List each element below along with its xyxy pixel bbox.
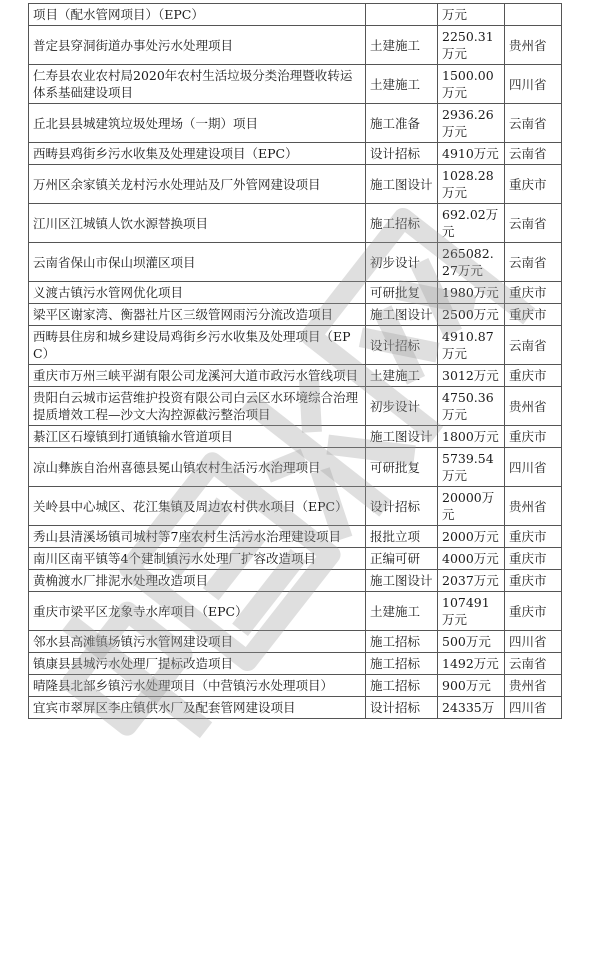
table-row [29, 26, 562, 65]
region-cell: 重庆市 [505, 526, 562, 548]
table-row [29, 675, 562, 697]
amount-cell: 107491万元 [438, 592, 505, 631]
project-name-cell: 丘北县县城建筑垃圾处理场（一期）项目 [29, 104, 366, 143]
amount-cell: 1492万元 [438, 653, 505, 675]
table-row [29, 104, 562, 143]
project-name-cell: 南川区南平镇等4个建制镇污水处理厂扩容改造项目 [29, 548, 366, 570]
table-row [29, 204, 562, 243]
region-cell: 云南省 [505, 243, 562, 282]
stage-cell [366, 4, 438, 26]
project-name-cell: 关岭县中心城区、花江集镇及周边农村供水项目（EPC） [29, 487, 366, 526]
project-name-cell: 重庆市万州三峡平湖有限公司龙溪河大道市政污水管线项目 [29, 365, 366, 387]
amount-cell: 4750.36万元 [438, 387, 505, 426]
region-cell: 贵州省 [505, 487, 562, 526]
project-name-cell: 邻水县高滩镇场镇污水管网建设项目 [29, 631, 366, 653]
project-name-cell: 万州区余家镇关龙村污水处理站及厂外管网建设项目 [29, 165, 366, 204]
region-cell: 贵州省 [505, 675, 562, 697]
amount-cell: 2500万元 [438, 304, 505, 326]
project-name-cell: 重庆市梁平区龙象寺水库项目（EPC） [29, 592, 366, 631]
project-name-cell: 綦江区石壕镇到打通镇输水管道项目 [29, 426, 366, 448]
stage-cell: 设计招标 [366, 143, 438, 165]
amount-cell: 2037万元 [438, 570, 505, 592]
region-cell: 四川省 [505, 697, 562, 719]
table-row [29, 165, 562, 204]
amount-cell: 24335万 [438, 697, 505, 719]
project-table [28, 3, 562, 719]
table-row [29, 697, 562, 719]
project-name-cell: 黄桷渡水厂排泥水处理改造项目 [29, 570, 366, 592]
project-name-cell: 项目（配水管网项目）（EPC） [29, 4, 366, 26]
project-name-cell: 梁平区谢家湾、衡器社片区三级管网雨污分流改造项目 [29, 304, 366, 326]
table-row [29, 592, 562, 631]
amount-cell: 4910.87万元 [438, 326, 505, 365]
project-name-cell: 云南省保山市保山坝灌区项目 [29, 243, 366, 282]
amount-cell: 2250.31万元 [438, 26, 505, 65]
table-row [29, 143, 562, 165]
stage-cell: 正编可研 [366, 548, 438, 570]
table-row [29, 653, 562, 675]
amount-cell: 4910万元 [438, 143, 505, 165]
amount-cell: 3012万元 [438, 365, 505, 387]
stage-cell: 报批立项 [366, 526, 438, 548]
table-row [29, 548, 562, 570]
stage-cell: 施工准备 [366, 104, 438, 143]
region-cell: 四川省 [505, 631, 562, 653]
table-row [29, 65, 562, 104]
stage-cell: 施工招标 [366, 204, 438, 243]
table-row [29, 387, 562, 426]
project-name-cell: 贵阳白云城市运营维护投资有限公司白云区水环境综合治理提质增效工程—沙文大沟控源截污整治项目 [29, 387, 366, 426]
region-cell: 云南省 [505, 143, 562, 165]
region-cell: 贵州省 [505, 26, 562, 65]
project-name-cell: 凉山彝族自治州喜德县冕山镇农村生活污水治理项目 [29, 448, 366, 487]
table-row [29, 631, 562, 653]
project-name-cell: 义渡古镇污水管网优化项目 [29, 282, 366, 304]
amount-cell: 900万元 [438, 675, 505, 697]
project-name-cell: 镇康县县城污水处理厂提标改造项目 [29, 653, 366, 675]
region-cell: 重庆市 [505, 282, 562, 304]
table-row [29, 487, 562, 526]
table-row [29, 243, 562, 282]
stage-cell: 施工图设计 [366, 426, 438, 448]
amount-cell: 1980万元 [438, 282, 505, 304]
region-cell: 重庆市 [505, 426, 562, 448]
amount-cell: 1800万元 [438, 426, 505, 448]
region-cell: 重庆市 [505, 304, 562, 326]
project-name-cell: 晴隆县北部乡镇污水处理项目（中营镇污水处理项目） [29, 675, 366, 697]
stage-cell: 可研批复 [366, 282, 438, 304]
table-row [29, 326, 562, 365]
table-row [29, 448, 562, 487]
stage-cell: 初步设计 [366, 243, 438, 282]
region-cell: 云南省 [505, 653, 562, 675]
stage-cell: 施工图设计 [366, 165, 438, 204]
stage-cell: 土建施工 [366, 365, 438, 387]
region-cell: 重庆市 [505, 570, 562, 592]
table-row [29, 365, 562, 387]
project-name-cell: 仁寿县农业农村局2020年农村生活垃圾分类治理暨收转运体系基础建设项目 [29, 65, 366, 104]
region-cell [505, 4, 562, 26]
region-cell: 四川省 [505, 65, 562, 104]
stage-cell: 可研批复 [366, 448, 438, 487]
stage-cell: 设计招标 [366, 697, 438, 719]
region-cell: 云南省 [505, 204, 562, 243]
project-name-cell: 普定县穿洞街道办事处污水处理项目 [29, 26, 366, 65]
region-cell: 重庆市 [505, 548, 562, 570]
stage-cell: 设计招标 [366, 487, 438, 526]
amount-cell: 4000万元 [438, 548, 505, 570]
stage-cell: 施工图设计 [366, 304, 438, 326]
project-name-cell: 江川区江城镇人饮水源替换项目 [29, 204, 366, 243]
stage-cell: 初步设计 [366, 387, 438, 426]
project-name-cell: 秀山县清溪场镇司城村等7座农村生活污水治理建设项目 [29, 526, 366, 548]
region-cell: 贵州省 [505, 387, 562, 426]
amount-cell: 1028.28万元 [438, 165, 505, 204]
amount-cell: 1500.00万元 [438, 65, 505, 104]
table-row [29, 304, 562, 326]
stage-cell: 施工招标 [366, 631, 438, 653]
amount-cell: 万元 [438, 4, 505, 26]
stage-cell: 土建施工 [366, 65, 438, 104]
amount-cell: 692.02万元 [438, 204, 505, 243]
project-name-cell: 宜宾市翠屏区李庄镇供水厂及配套管网建设项目 [29, 697, 366, 719]
stage-cell: 土建施工 [366, 26, 438, 65]
amount-cell: 20000万元 [438, 487, 505, 526]
stage-cell: 土建施工 [366, 592, 438, 631]
table-row [29, 526, 562, 548]
table-row [29, 282, 562, 304]
region-cell: 重庆市 [505, 365, 562, 387]
table-row [29, 570, 562, 592]
project-table-body [29, 4, 562, 719]
stage-cell: 设计招标 [366, 326, 438, 365]
stage-cell: 施工招标 [366, 675, 438, 697]
amount-cell: 265082.27万元 [438, 243, 505, 282]
region-cell: 云南省 [505, 104, 562, 143]
region-cell: 云南省 [505, 326, 562, 365]
region-cell: 重庆市 [505, 165, 562, 204]
amount-cell: 2936.26万元 [438, 104, 505, 143]
amount-cell: 5739.54万元 [438, 448, 505, 487]
table-row [29, 4, 562, 26]
amount-cell: 500万元 [438, 631, 505, 653]
region-cell: 重庆市 [505, 592, 562, 631]
amount-cell: 2000万元 [438, 526, 505, 548]
table-row [29, 426, 562, 448]
project-name-cell: 西畴县鸡街乡污水收集及处理建设项目（EPC） [29, 143, 366, 165]
stage-cell: 施工图设计 [366, 570, 438, 592]
stage-cell: 施工招标 [366, 653, 438, 675]
region-cell: 四川省 [505, 448, 562, 487]
project-name-cell: 西畴县住房和城乡建设局鸡街乡污水收集及处理项目（EPC） [29, 326, 366, 365]
